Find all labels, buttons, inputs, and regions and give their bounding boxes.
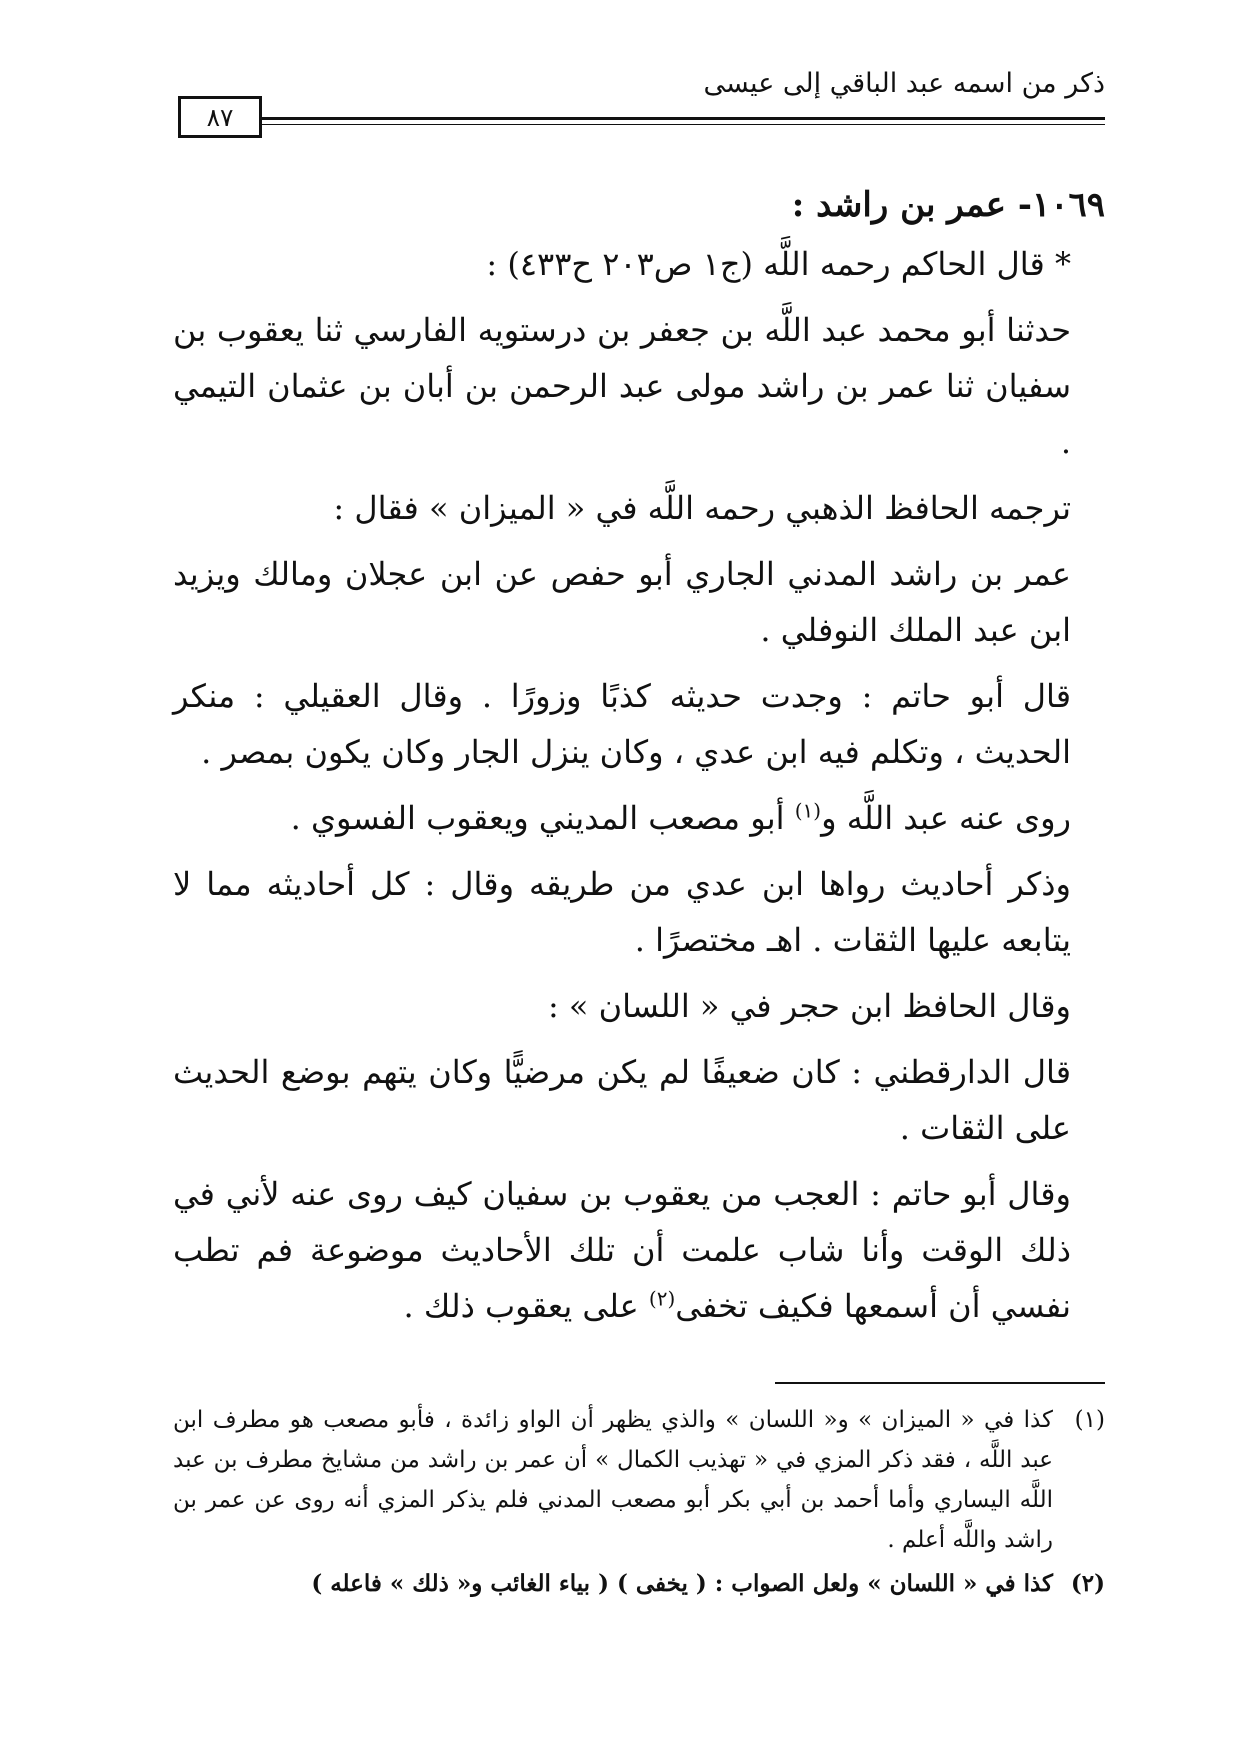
narrators-text-start: روى عنه عبد اللَّه و — [821, 799, 1071, 837]
narrators-text-end: أبو مصعب المديني ويعقوب الفسوي . — [290, 799, 795, 837]
page-number: ٨٧ — [178, 96, 262, 138]
header-rule-thin — [262, 124, 1105, 125]
entry-heading: ١٠٦٩- عمر بن راشد : — [791, 185, 1105, 225]
abu-hatim-text-end: على يعقوب ذلك . — [403, 1287, 649, 1325]
footnote-ref-1[interactable]: (١) — [794, 798, 822, 823]
footnotes — [173, 1400, 1105, 1608]
footnote-number: (١) — [1074, 1407, 1105, 1433]
paragraph-daraqutni: قال الدارقطني : كان ضعيفًا لم يكن مرضيًّا وكان يتهم بوضع الحديث على الثقات . — [173, 1053, 1071, 1147]
footnote-2 — [173, 1564, 1105, 1604]
footnote-number: (٢) — [1070, 1570, 1105, 1597]
paragraph-narrators — [173, 790, 1105, 846]
abu-hatim-text-start: وقال أبو حاتم : العجب من يعقوب بن سفيان كيف روى عنه لأني في ذلك الوقت وأنا شاب علمت أن تلك الأحاديث موضوعة فم تطب نفسي أن أسمعها فكيف تخفى — [173, 1175, 1071, 1325]
paragraph-ibn-hajar-intro: وقال الحافظ ابن حجر في « اللسان » : — [547, 987, 1071, 1025]
paragraph-dhahabi-intro: ترجمه الحافظ الذهبي رحمه اللَّه في « الميزان » فقال : — [333, 489, 1071, 527]
paragraph-isnad: حدثنا أبو محمد عبد اللَّه بن جعفر بن درستويه الفارسي ثنا يعقوب بن سفيان ثنا عمر بن راشد مولى عبد الرحمن بن أبان بن عثمان التيمي . — [173, 311, 1071, 461]
header-rule-thick — [262, 117, 1105, 120]
paragraph-dhahabi-text: عمر بن راشد المدني الجاري أبو حفص عن ابن عجلان ومالك ويزيد ابن عبد الملك النوفلي . — [173, 555, 1072, 649]
paragraph-ibn-adi: وذكر أحاديث رواها ابن عدي من طريقه وقال : كل أحاديثه مما لا يتابعه عليها الثقات . اهـ مختصرًا . — [173, 865, 1071, 959]
entry-body — [173, 176, 1105, 1344]
running-header-title: ذكر من اسمه عبد الباقي إلى عيسى — [703, 68, 1105, 99]
footnote-ref-2[interactable]: (٢) — [648, 1286, 676, 1311]
paragraph-hakim-citation: * قال الحاكم رحمه اللَّه (ج١ ص٢٠٣ ح٤٣٣) : — [486, 245, 1071, 283]
paragraph-abu-hatim-wonder — [173, 1166, 1105, 1334]
paragraph-abu-hatim: قال أبو حاتم : وجدت حديثه كذبًا وزورًا . وقال العقيلي : منكر الحديث ، وتكلم فيه ابن عدي ، وكان ينزل الجار وكان يكون بمصر . — [173, 677, 1071, 771]
footnote-1 — [173, 1400, 1105, 1560]
footnote-separator — [775, 1382, 1105, 1384]
footnote-text: كذا في « الميزان » و« اللسان » والذي يظهر أن الواو زائدة ، فأبو مصعب هو مطرف ابن عبد اللَّه ، فقد ذكر المزي في « تهذيب الكمال » أن عمر بن راشد من مشايخ مطرف بن عبد اللَّه اليساري وأما أحمد بن أبي بكر أبو مصعب المدني فلم يذكر المزي أنه روى عن عمر بن راشد واللَّه أعلم . — [173, 1407, 1053, 1553]
footnote-text: كذا في « اللسان » ولعل الصواب : ( يخفى ) ( بياء الغائب و« ذلك » فاعله ) — [311, 1570, 1053, 1597]
